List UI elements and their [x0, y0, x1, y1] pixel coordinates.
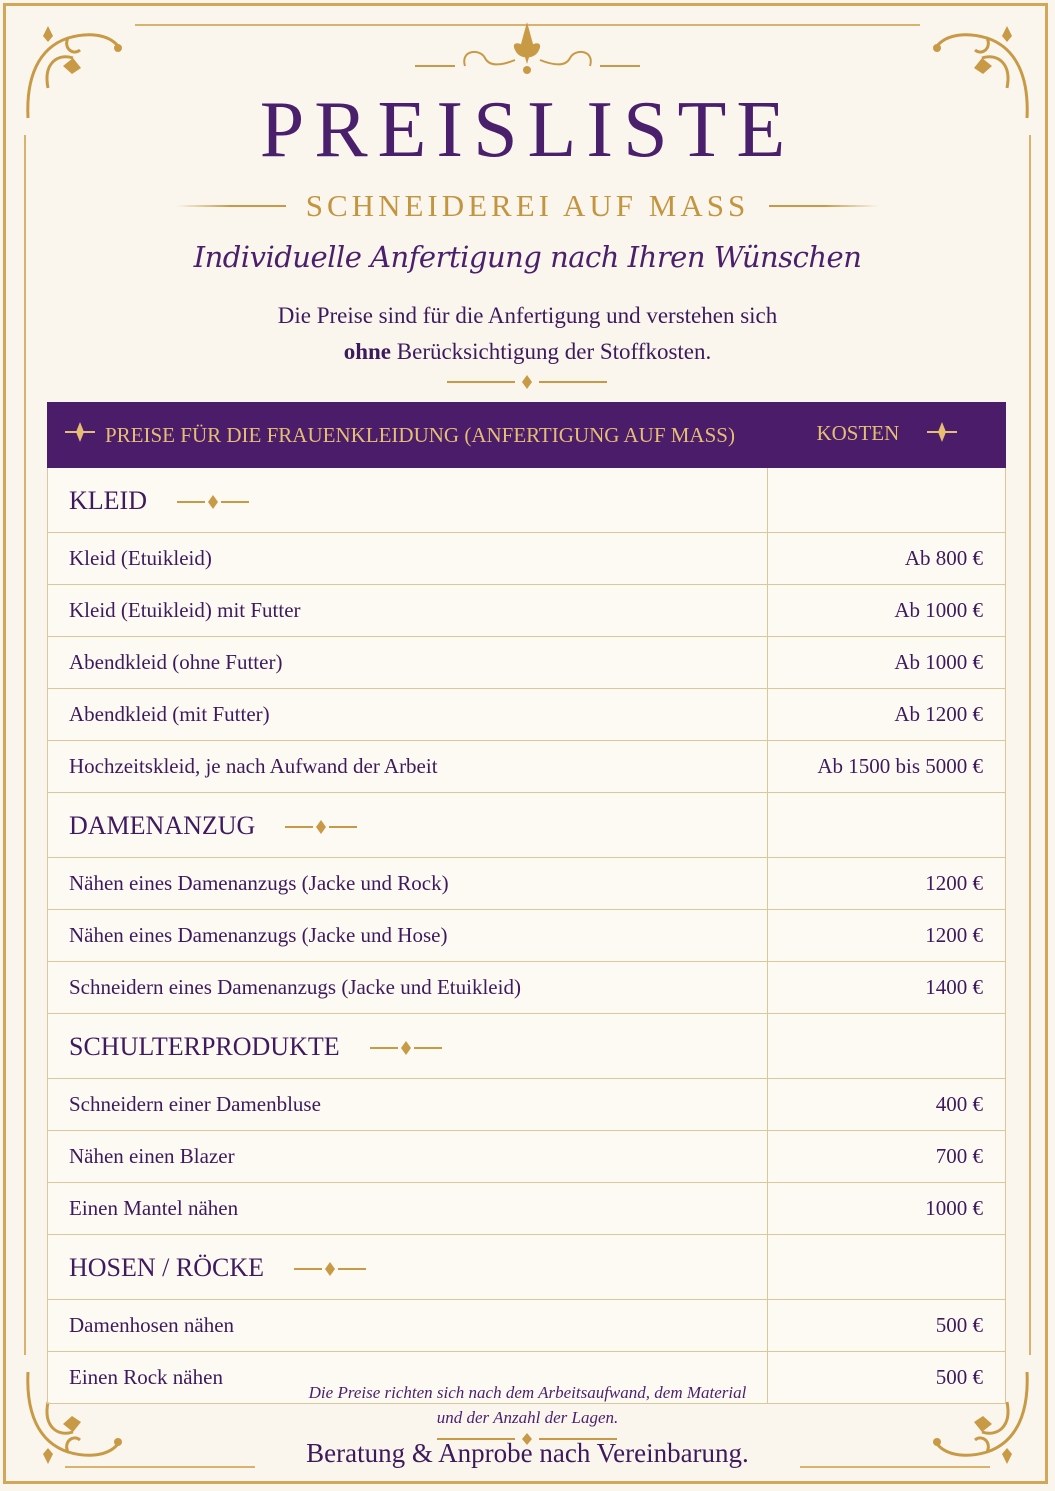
subtitle: SCHNEIDEREI AUF MASS: [305, 188, 750, 223]
service-price: Ab 1000 €: [768, 637, 1006, 689]
category-title: HOSEN / RÖCKE: [69, 1253, 265, 1283]
service-label: Schneidern eines Damenanzugs (Jacke und Etuikleid): [48, 962, 768, 1014]
table-row: [48, 741, 1006, 793]
category-row: [48, 1235, 1006, 1300]
service-label: Nähen eines Damenanzugs (Jacke und Rock): [48, 858, 768, 910]
service-price: 700 €: [768, 1131, 1006, 1183]
table-row: [48, 858, 1006, 910]
category-price-cell: [768, 793, 1006, 858]
table-row: [48, 1131, 1006, 1183]
table-row: [48, 1183, 1006, 1235]
service-label: Einen Rock nähen: [48, 1352, 768, 1404]
service-label: Abendkleid (mit Futter): [48, 689, 768, 741]
service-price: Ab 1500 bis 5000 €: [768, 741, 1006, 793]
service-label: Schneidern einer Damenbluse: [48, 1079, 768, 1131]
subtitle-divider-right: [769, 205, 879, 207]
intro-text: [0, 298, 1055, 370]
category-price-cell: [768, 1014, 1006, 1079]
category-ornament-icon: [177, 486, 249, 516]
page-title: PREISLISTE: [259, 86, 796, 174]
table-row: [48, 585, 1006, 637]
category-price-cell: [768, 1235, 1006, 1300]
table-row: [48, 1300, 1006, 1352]
subtitle-row: [0, 188, 1055, 224]
table-row: [48, 689, 1006, 741]
service-label: Kleid (Etuikleid): [48, 533, 768, 585]
closing-line: Beratung & Anprobe nach Vereinbarung.: [306, 1438, 749, 1468]
column-header-cost-label: KOSTEN: [816, 420, 900, 445]
table-header-row: [48, 403, 1006, 468]
service-label: Kleid (Etuikleid) mit Futter: [48, 585, 768, 637]
service-label: Damenhosen nähen: [48, 1300, 768, 1352]
category-cell: [48, 1235, 768, 1300]
service-price: Ab 1000 €: [768, 585, 1006, 637]
table-row: [48, 962, 1006, 1014]
service-price: 400 €: [768, 1079, 1006, 1131]
category-ornament-icon: [285, 811, 357, 841]
subtitle-divider-left: [176, 205, 286, 207]
fleur-ornament-icon: [927, 424, 957, 448]
service-price: Ab 800 €: [768, 533, 1006, 585]
intro-line-1: Die Preise sind für die Anfertigung und verstehen sich: [277, 303, 778, 328]
column-header-cost: [768, 403, 1006, 468]
intro-line-2-rest: Berücksichtigung der Stoffkosten.: [391, 339, 712, 364]
category-cell: [48, 468, 768, 533]
intro-divider-ornament-icon: [447, 374, 607, 390]
category-ornament-icon: [294, 1253, 366, 1283]
category-row: [48, 793, 1006, 858]
table-row: [48, 637, 1006, 689]
price-table: [47, 402, 1006, 1404]
service-price: 1400 €: [768, 962, 1006, 1014]
table-body: [48, 468, 1006, 1404]
category-ornament-icon: [370, 1032, 442, 1062]
service-label: Nähen einen Blazer: [48, 1131, 768, 1183]
table-row: [48, 1079, 1006, 1131]
fleur-ornament-icon: [65, 421, 95, 449]
service-price: 500 €: [768, 1352, 1006, 1404]
top-fleur-ornament-icon: [415, 20, 640, 80]
category-cell: [48, 1014, 768, 1079]
service-label: Hochzeitskleid, je nach Aufwand der Arbeit: [48, 741, 768, 793]
service-label: Nähen eines Damenanzugs (Jacke und Hose): [48, 910, 768, 962]
category-cell: [48, 793, 768, 858]
category-row: [48, 468, 1006, 533]
category-title: KLEID: [69, 486, 147, 516]
intro-bold-word: ohne: [343, 339, 392, 364]
service-label: Abendkleid (ohne Futter): [48, 637, 768, 689]
category-title: SCHULTERPRODUKTE: [69, 1032, 340, 1062]
service-price: Ab 1200 €: [768, 689, 1006, 741]
intro-line-2: [0, 334, 1055, 370]
service-price: 1000 €: [768, 1183, 1006, 1235]
service-label: Einen Mantel nähen: [48, 1183, 768, 1235]
category-price-cell: [768, 468, 1006, 533]
footnote-line-1: Die Preise richten sich nach dem Arbeitsaufwand, dem Material: [308, 1383, 747, 1402]
service-price: 1200 €: [768, 858, 1006, 910]
column-header-service-label: PREISE FÜR DIE FRAUENKLEIDUNG (ANFERTIGUNG AUF MASS): [105, 422, 735, 447]
footnote: [0, 1380, 1055, 1430]
column-header-service: [48, 403, 768, 468]
service-price: 500 €: [768, 1300, 1006, 1352]
table-row: [48, 533, 1006, 585]
footnote-line-2: und der Anzahl der Lagen.: [436, 1408, 619, 1427]
service-price: 1200 €: [768, 910, 1006, 962]
category-title: DAMENANZUG: [69, 811, 256, 841]
table-row: [48, 910, 1006, 962]
tagline: Individuelle Anfertigung nach Ihren Wünschen: [193, 240, 862, 274]
category-row: [48, 1014, 1006, 1079]
